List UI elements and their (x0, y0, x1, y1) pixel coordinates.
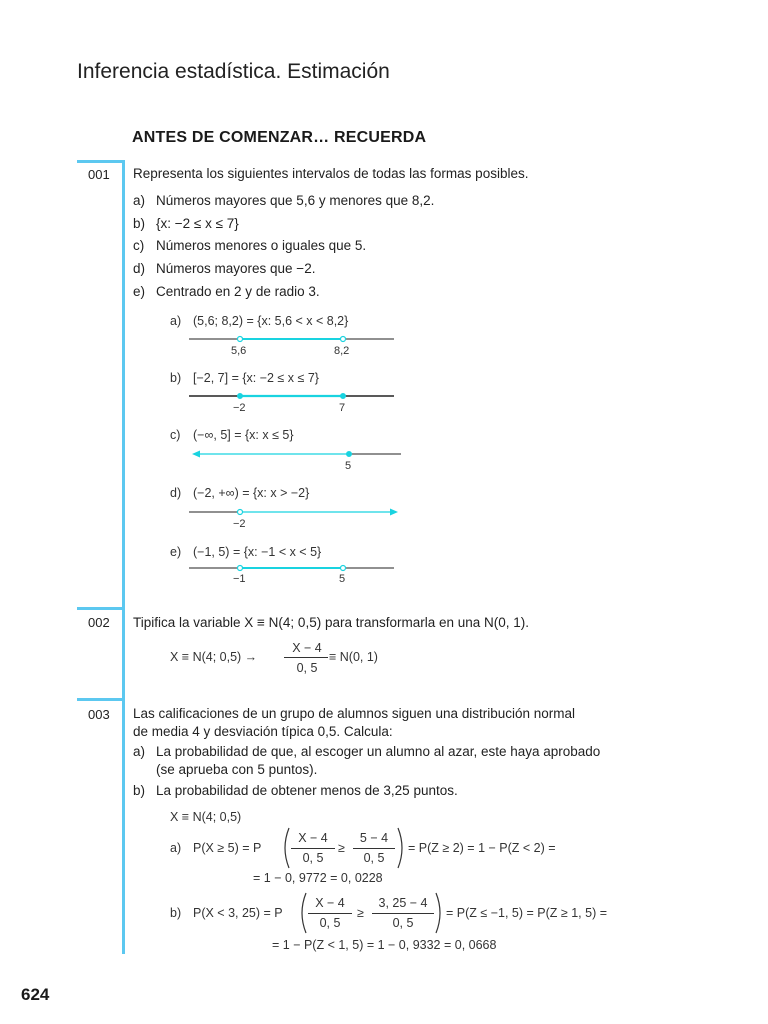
item-letter: c) (133, 238, 145, 253)
section-heading: ANTES DE COMENZAR… RECUERDA (132, 129, 427, 146)
solution-expr: (−∞, 5] = {x: x ≤ 5} (193, 428, 294, 442)
number-line-c (180, 445, 410, 475)
relation: ≥ (357, 906, 364, 920)
prob-rhs: = P(Z ≤ −1, 5) = P(Z ≥ 1, 5) = (446, 906, 607, 920)
solution-letter: d) (170, 486, 182, 500)
prob-lhs: P(X ≥ 5) = P (193, 841, 262, 855)
accent-bar (122, 160, 125, 954)
item-letter: b) (133, 216, 146, 231)
number-line-b (180, 387, 410, 417)
solution-letter: c) (170, 428, 181, 442)
exercise-divider (77, 607, 125, 610)
number-line-e (180, 559, 410, 589)
item-text: La probabilidad de obtener menos de 3,25 puntos. (156, 783, 458, 798)
exercise-statement: Tipifica la variable X ≡ N(4; 0,5) para transformarla en una N(0, 1). (133, 615, 530, 630)
item-letter: a) (133, 744, 146, 759)
solution-letter: a) (170, 841, 182, 855)
item-text: Números mayores que −2. (156, 261, 316, 276)
solution-letter: a) (170, 314, 182, 328)
item-letter: a) (133, 193, 146, 208)
exercise-statement: Las calificaciones de un grupo de alumnos siguen una distribución normal (133, 706, 576, 721)
tick-label: 5,6 (231, 345, 247, 357)
tick-label: −2 (233, 518, 246, 530)
item-text: (se aprueba con 5 puntos). (156, 762, 318, 777)
item-text: La probabilidad de que, al escoger un alumno al azar, este haya aprobado (156, 744, 601, 759)
fraction-denominator: 0, 5 (392, 916, 414, 930)
left-paren (279, 826, 291, 870)
relation: ≥ (338, 841, 345, 855)
number-line-a (180, 330, 410, 360)
prob-result: = 1 − 0, 9772 = 0, 0228 (253, 871, 383, 885)
number-line-d (180, 503, 410, 533)
distribution: X ≡ N(4; 0,5) (170, 810, 242, 824)
fraction-numerator: 5 − 4 (359, 831, 389, 845)
fraction-bar (284, 657, 328, 658)
left-paren (296, 891, 308, 935)
tick-label: 5 (345, 460, 352, 472)
item-text: {x: −2 ≤ x ≤ 7} (156, 216, 239, 231)
solution-expr: (−1, 5) = {x: −1 < x < 5} (193, 545, 322, 559)
item-text: Números mayores que 5,6 y menores que 8,2. (156, 193, 435, 208)
fraction-denominator: 0, 5 (363, 851, 385, 865)
item-letter: d) (133, 261, 146, 276)
right-paren (396, 826, 408, 870)
solution-letter: e) (170, 545, 182, 559)
exercise-divider (77, 160, 125, 163)
exercise-divider (77, 698, 125, 701)
tick-label: −1 (233, 573, 246, 585)
item-text: Centrado en 2 y de radio 3. (156, 284, 320, 299)
tick-label: 7 (339, 402, 346, 414)
page-title: Inferencia estadística. Estimación (77, 60, 390, 83)
exercise-number: 003 (88, 707, 110, 722)
solution-letter: b) (170, 371, 182, 385)
solution-letter: b) (170, 906, 182, 920)
standardization-lhs: X ≡ N(4; 0,5) → (170, 650, 258, 664)
fraction-denominator: 0, 5 (296, 661, 318, 675)
solution-expr: [−2, 7] = {x: −2 ≤ x ≤ 7} (193, 371, 319, 385)
fraction-numerator: X − 4 (292, 641, 322, 655)
fraction-bar (308, 913, 352, 914)
fraction-bar (353, 848, 395, 849)
exercise-statement: de media 4 y desviación típica 0,5. Calcula: (133, 724, 393, 739)
fraction-denominator: 0, 5 (319, 916, 341, 930)
solution-expr: (−2, +∞) = {x: x > −2} (193, 486, 310, 500)
fraction-numerator: 3, 25 − 4 (378, 896, 428, 910)
exercise-number: 001 (88, 167, 110, 182)
item-letter: b) (133, 783, 146, 798)
item-text: Números menores o iguales que 5. (156, 238, 367, 253)
exercise-statement: Representa los siguientes intervalos de todas las formas posibles. (133, 166, 529, 181)
fraction-numerator: X − 4 (315, 896, 345, 910)
solution-expr: (5,6; 8,2) = {x: 5,6 < x < 8,2} (193, 314, 349, 328)
prob-result: = 1 − P(Z < 1, 5) = 1 − 0, 9332 = 0, 0668 (272, 938, 497, 952)
tick-label: 8,2 (334, 345, 350, 357)
exercise-number: 002 (88, 615, 110, 630)
fraction-numerator: X − 4 (298, 831, 328, 845)
page-number: 624 (21, 985, 50, 1004)
fraction-bar (291, 848, 335, 849)
tick-label: 5 (339, 573, 346, 585)
prob-lhs: P(X < 3, 25) = P (193, 906, 283, 920)
right-paren (434, 891, 446, 935)
standardization-rhs: ≡ N(0, 1) (329, 650, 378, 664)
fraction-bar (372, 913, 434, 914)
fraction-denominator: 0, 5 (302, 851, 324, 865)
prob-rhs: = P(Z ≥ 2) = 1 − P(Z < 2) = (408, 841, 556, 855)
tick-label: −2 (233, 402, 246, 414)
item-letter: e) (133, 284, 146, 299)
